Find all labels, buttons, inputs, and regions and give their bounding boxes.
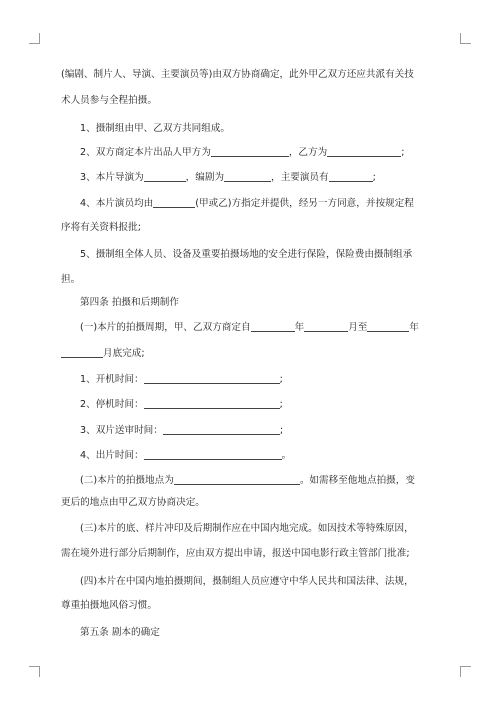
fill-blank[interactable] bbox=[327, 146, 401, 157]
clause-3: 3、本片导演为 ，编剧为 ，主要演员有 ; bbox=[80, 172, 376, 183]
fill-blank[interactable] bbox=[174, 474, 300, 485]
paragraph-line: 更后的地点由甲乙双方协商决定。 bbox=[61, 497, 205, 508]
paragraph-line: (编剧、制片人、导演、主要演员等)由双方协商确定，此外甲乙双方还应共派有关技 bbox=[61, 69, 414, 80]
corner-mark-bottom-left bbox=[29, 666, 40, 677]
fill-blank[interactable] bbox=[153, 197, 195, 208]
paragraph-line: 尊重拍摄地风俗习惯。 bbox=[61, 600, 157, 611]
schedule-review: 3、双片送审时间： ; bbox=[80, 425, 284, 436]
fill-blank[interactable] bbox=[367, 321, 409, 332]
section-heading-4: 第四条 拍摄和后期制作 bbox=[80, 297, 179, 308]
fill-blank[interactable] bbox=[251, 321, 295, 332]
fill-blank[interactable] bbox=[329, 171, 373, 182]
fill-blank[interactable] bbox=[144, 398, 280, 409]
corner-mark-top-right bbox=[460, 33, 471, 44]
paragraph-line: 担。 bbox=[61, 274, 81, 285]
clause-4: 4、本片演员均由 (甲或乙)方指定并提供，经另一方同意，并按规定程 bbox=[80, 198, 414, 209]
fill-blank[interactable] bbox=[144, 171, 186, 182]
fill-blank[interactable] bbox=[61, 347, 103, 358]
paragraph-line: 术人员参与全程拍摄。 bbox=[61, 95, 157, 106]
clause-1: 1、摄制组由甲、乙双方共同组成。 bbox=[80, 123, 231, 134]
schedule-release: 4、出片时间： 。 bbox=[80, 450, 292, 461]
item-4: (四)本片在中国内地拍摄期间，摄制组人员应遵守中华人民共和国法律、法规， bbox=[80, 576, 414, 587]
schedule-stop: 2、停机时间： ; bbox=[80, 399, 283, 410]
corner-mark-top-left bbox=[29, 33, 40, 44]
fill-blank[interactable] bbox=[224, 171, 271, 182]
item-2: (二)本片的拍摄地点为 。如需移至他地点拍摄，变 bbox=[80, 475, 415, 486]
item-1: (一)本片的拍摄周期，甲、乙双方商定自 年 月至 年 bbox=[80, 322, 419, 333]
paragraph-line: 需在境外进行部分后期制作，应由双方提出申请，报送中国电影行政主管部门批准; bbox=[61, 548, 410, 559]
item-3: (三)本片的底、样片冲印及后期制作应在中国内地完成。如因技术等特殊原因， bbox=[80, 523, 414, 534]
clause-2: 2、双方商定本片出品人甲方为 ，乙方为 ; bbox=[80, 147, 405, 158]
fill-blank[interactable] bbox=[144, 373, 280, 384]
section-heading-5: 第五条 剧本的确定 bbox=[80, 627, 160, 638]
fill-blank[interactable] bbox=[211, 146, 289, 157]
clause-5: 5、摄制组全体人员、设备及重要拍摄场地的安全进行保险，保险费由摄制组承 bbox=[80, 249, 413, 260]
fill-blank[interactable] bbox=[163, 424, 280, 435]
paragraph-line: 月底完成; bbox=[61, 347, 441, 361]
schedule-start: 1、开机时间： ; bbox=[80, 374, 283, 385]
fill-blank[interactable] bbox=[144, 449, 282, 460]
corner-mark-bottom-right bbox=[460, 666, 471, 677]
paragraph-line: 序将有关资料报批; bbox=[61, 222, 141, 233]
fill-blank[interactable] bbox=[304, 321, 348, 332]
